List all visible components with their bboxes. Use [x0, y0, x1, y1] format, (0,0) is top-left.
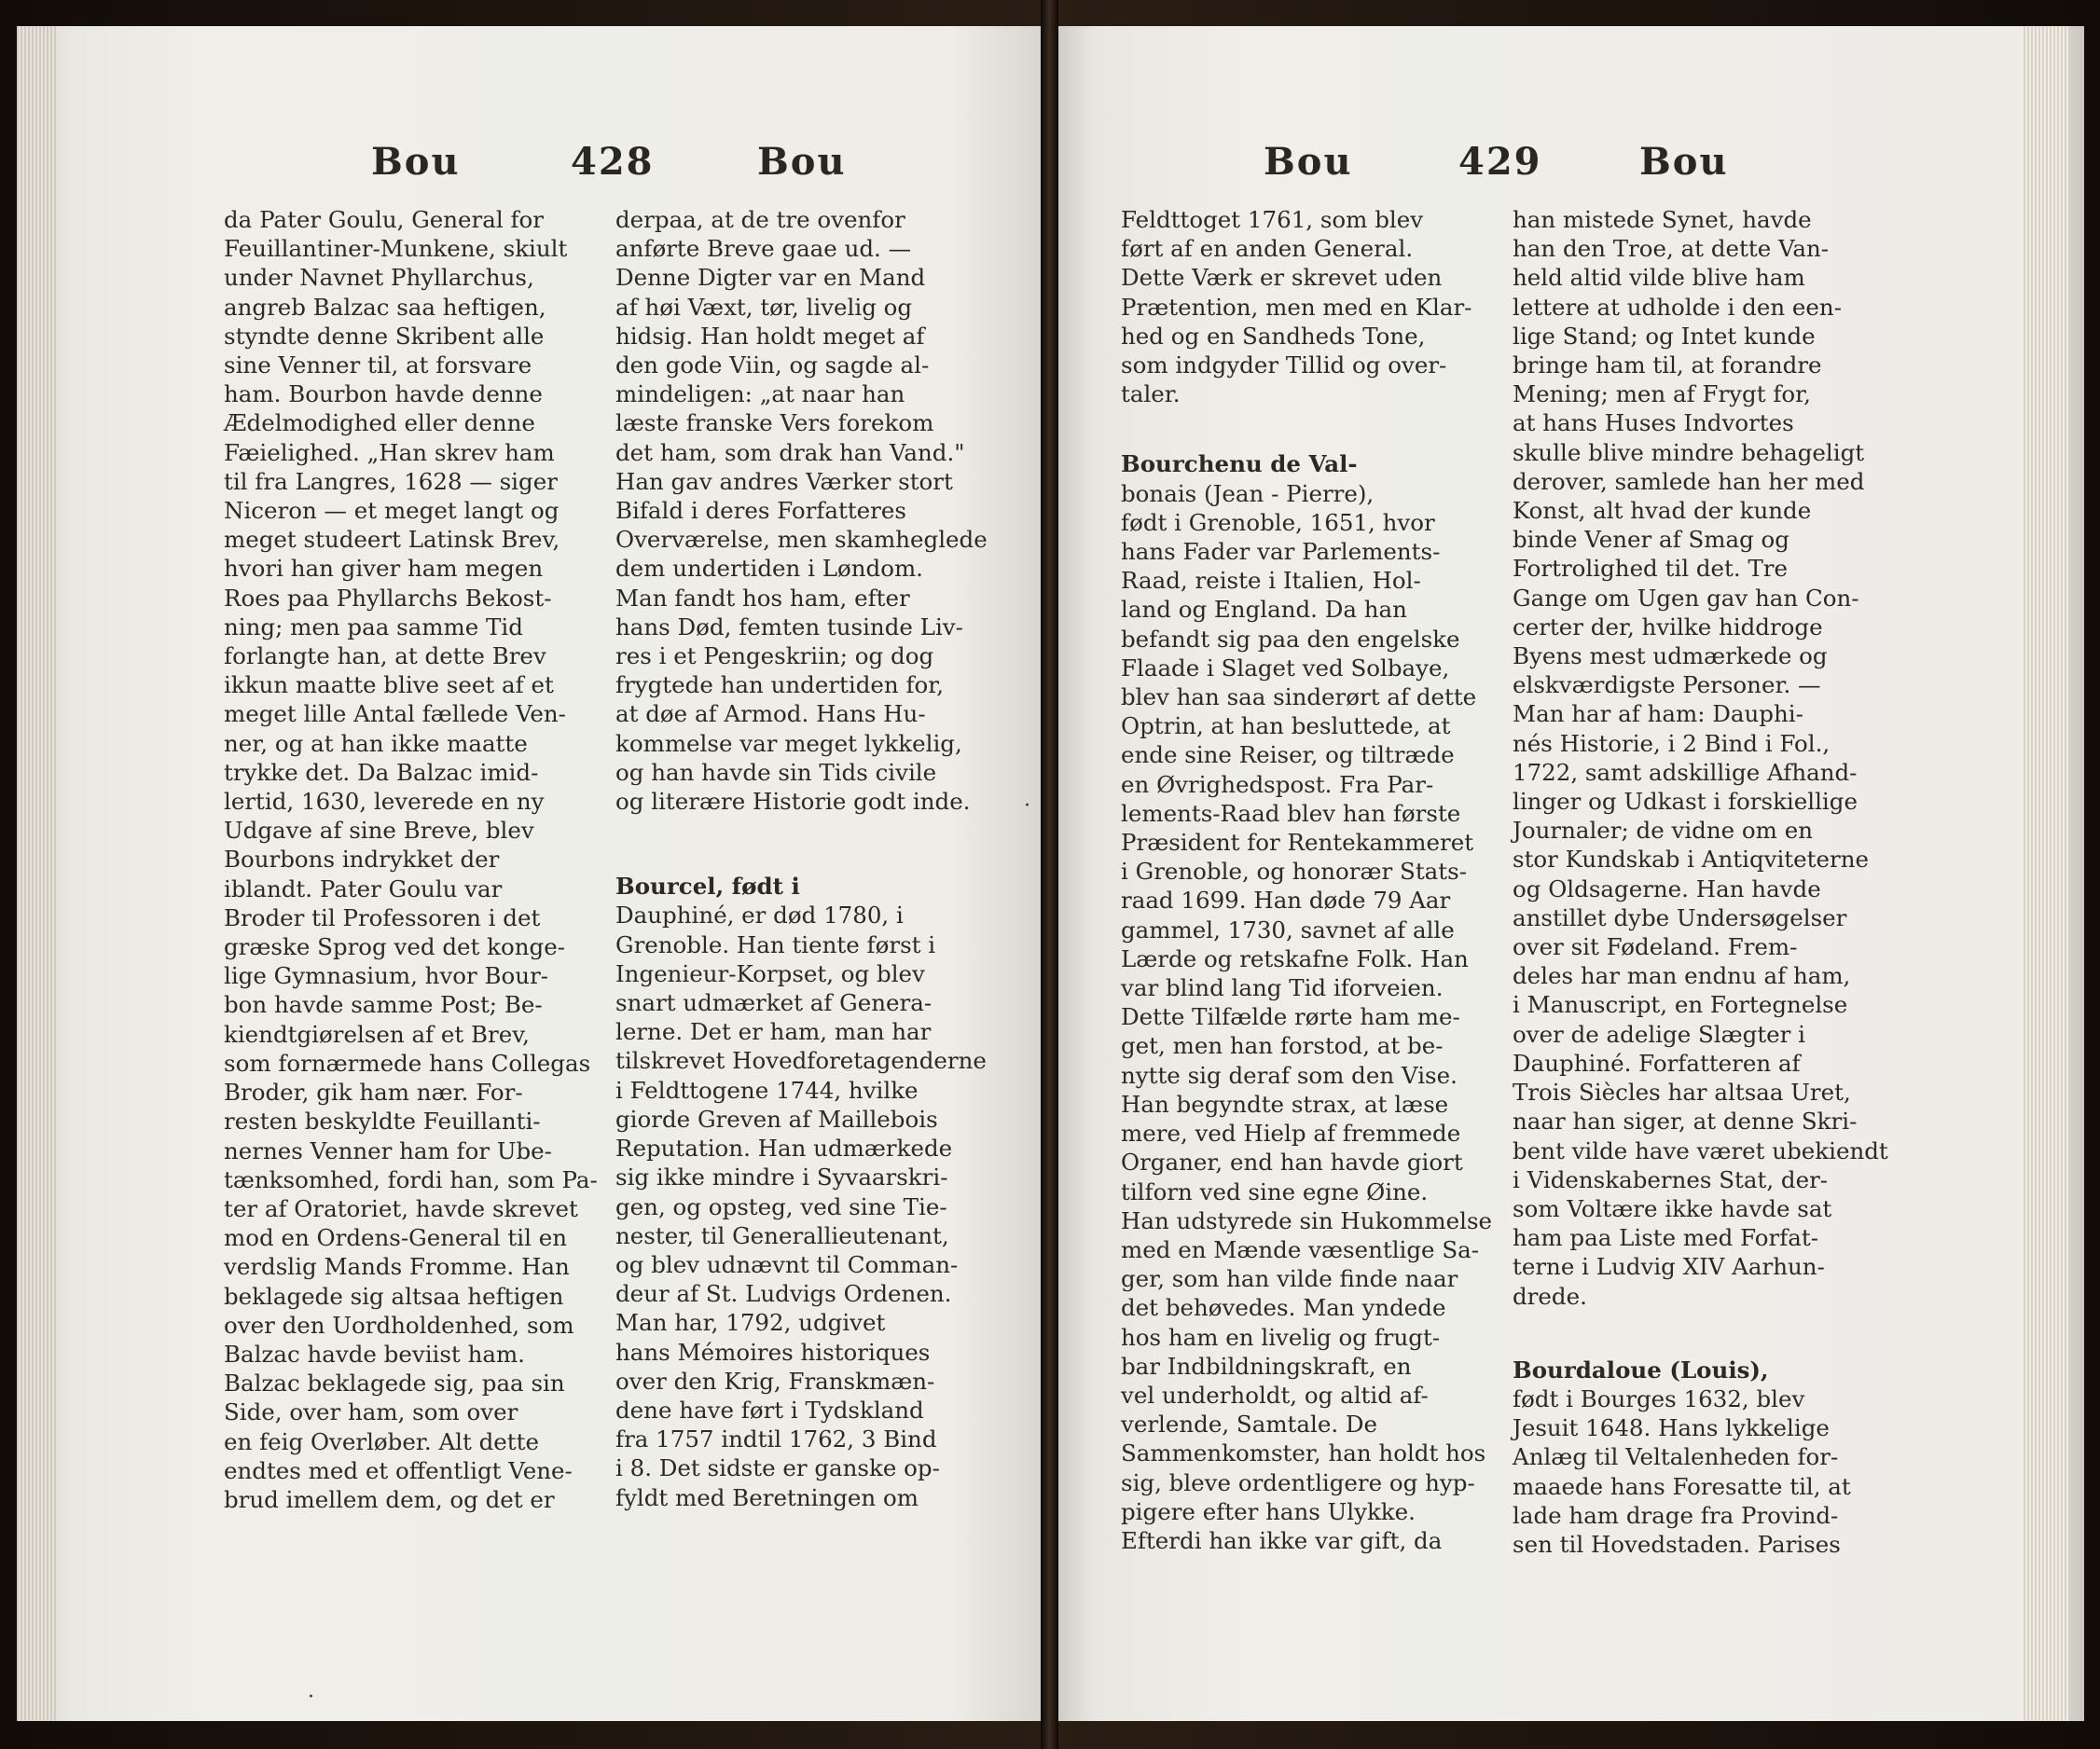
text-line: gammel, 1730, savnet af alle [1121, 916, 1455, 943]
text-line: som indgyder Tillid og over- [1121, 351, 1447, 379]
text-line: deur af St. Ludvigs Ordenen. [615, 1280, 952, 1308]
text-line: bon havde samme Post; Be- [224, 991, 543, 1019]
text-line: snart udmærket af Genera- [615, 989, 933, 1017]
text-line: 1722, samt adskillige Afhand- [1513, 758, 1858, 786]
text-line: anstillet dybe Undersøgelser [1513, 903, 1847, 931]
text-line: gen, og opsteg, ved sine Tie- [615, 1192, 947, 1220]
text-line: i Manuscript, en Fortegnelse [1513, 991, 1848, 1019]
text-line: kiendtgiørelsen af et Brev, [224, 1020, 530, 1048]
text-line: en feig Overløber. Alt dette [224, 1427, 539, 1455]
text-line: under Navnet Phyllarchus, [224, 264, 534, 292]
text-line: Mening; men af Frygt for, [1513, 380, 1811, 408]
text-line: deles har man endnu af ham, [1513, 962, 1851, 990]
text-line: Broder til Professoren i det [224, 903, 541, 931]
text-line: af høi Væxt, tør, livelig og [615, 293, 913, 321]
text-line: Organer, end han havde giort [1121, 1149, 1463, 1177]
text-line: sine Venner til, at forsvare [224, 351, 532, 379]
text-line: blev han saa sinderørt af dette [1121, 683, 1477, 711]
text-line: res i et Pengeskriin; og dog [615, 642, 934, 670]
text-line: fra 1757 indtil 1762, 3 Bind [615, 1425, 937, 1453]
right-column-2-text-a [1513, 205, 1888, 1311]
text-line: og literære Historie godt inde. [615, 788, 971, 816]
text-line: Anlæg til Veltalenheden for- [1513, 1443, 1839, 1471]
text-line: endtes med et offentligt Vene- [224, 1456, 573, 1484]
text-line: som fornærmede hans Collegas [224, 1049, 591, 1077]
right-header-left: Bou [1264, 140, 1353, 184]
text-line: derpaa, at de tre ovenfor [615, 206, 905, 233]
text-line: ter af Oratoriet, havde skrevet [224, 1194, 578, 1222]
text-line: styndte denne Skribent alle [224, 322, 545, 350]
text-line: Balzac havde beviist ham. [224, 1340, 525, 1368]
text-line: Man har af ham: Dauphi- [1513, 700, 1803, 728]
text-line: ger, som han vilde finde naar [1121, 1265, 1458, 1293]
text-line: verdslig Mands Fromme. Han [224, 1253, 570, 1281]
text-line: Optrin, at han besluttede, at [1121, 712, 1451, 740]
text-line: hans Fader var Parlements- [1121, 538, 1441, 566]
right-header-right: Bou [1639, 140, 1729, 184]
text-line: over den Krig, Franskmæn- [615, 1367, 935, 1395]
text-line: drede. [1513, 1282, 1587, 1310]
text-line: ende sine Reiser, og tiltræde [1121, 741, 1455, 769]
text-line: giorde Greven af Maillebois [615, 1105, 938, 1133]
text-line: hed og en Sandheds Tone, [1121, 322, 1426, 350]
text-line: tilskrevet Hovedforetagenderne [615, 1047, 987, 1075]
text-line: Dauphiné, er død 1780, i [615, 902, 904, 930]
text-line: læste franske Vers forekom [615, 409, 934, 437]
text-line: græske Sprog ved det konge- [224, 933, 565, 961]
text-line: han mistede Synet, havde [1513, 206, 1812, 233]
left-column-2 [615, 205, 988, 1512]
text-line: var blind lang Tid iforveien. [1121, 974, 1444, 1002]
text-line: da Pater Goulu, General for [224, 206, 545, 233]
text-line: Fortrolighed til det. Tre [1513, 555, 1788, 583]
left-header-left: Bou [371, 140, 461, 184]
text-line: nytte sig deraf som den Vise. [1121, 1061, 1458, 1089]
text-line: held altid vilde blive ham [1513, 264, 1805, 292]
text-line: Bourbons indrykket der [224, 846, 500, 874]
text-line: raad 1699. Han døde 79 Aar [1121, 887, 1451, 915]
right-column-2-text-b [1513, 1356, 1888, 1559]
text-line: mod en Ordens-General til en [224, 1224, 568, 1252]
text-line: med en Mænde væsentlige Sa- [1121, 1235, 1480, 1263]
text-line: Byens mest udmærkede og [1513, 642, 1828, 670]
gutter-mark: · [1024, 794, 1030, 818]
text-line: Han gav andres Værker stort [615, 467, 953, 495]
text-line: linger og Udkast i forskiellige [1513, 788, 1858, 816]
right-page-edges [2024, 26, 2068, 1721]
text-line: nés Historie, i 2 Bind i Fol., [1513, 729, 1831, 757]
text-line: til fra Langres, 1628 — siger [224, 467, 558, 495]
text-line: over sit Fødeland. Frem- [1513, 933, 1798, 961]
right-column-1-text-a [1121, 205, 1492, 408]
text-line: i Videnskabernes Stat, der- [1513, 1165, 1829, 1193]
left-column-2-text-a [615, 205, 988, 816]
text-line: brud imellem dem, og det er [224, 1485, 555, 1513]
text-line: Flaade i Slaget ved Solbaye, [1121, 654, 1450, 682]
text-line: lige Stand; og Intet kunde [1513, 322, 1816, 350]
text-line: derover, samlede han her med [1513, 467, 1865, 495]
text-line: Gange om Ugen gav han Con- [1513, 584, 1859, 612]
text-line: ner, og at han ikke maatte [224, 729, 528, 757]
text-line: mindeligen: „at naar han [615, 380, 905, 408]
text-line: Efterdi han ikke var gift, da [1121, 1526, 1443, 1554]
text-line: frygtede han undertiden for, [615, 671, 945, 699]
text-line: hans Mémoires historiques [615, 1338, 931, 1366]
text-line: Bourcel, født i [615, 873, 800, 901]
text-line: født i Grenoble, 1651, hvor [1121, 508, 1435, 536]
text-line: forlangte han, at dette Brev [224, 642, 546, 670]
text-line: certer der, hvilke hiddroge [1513, 613, 1823, 640]
text-line: pigere efter hans Ulykke. [1121, 1497, 1416, 1525]
text-line: Broder, gik ham nær. For- [224, 1079, 523, 1107]
text-line: Lærde og retskafne Folk. Han [1121, 944, 1469, 972]
text-line: beklagede sig altsaa heftigen [224, 1282, 564, 1310]
text-line: dem undertiden i Løndom. [615, 555, 923, 583]
book-gutter [1041, 0, 1058, 1749]
text-line: Side, over ham, som over [224, 1398, 518, 1426]
left-page-number: 428 [571, 140, 655, 184]
text-line: Balzac beklagede sig, paa sin [224, 1370, 565, 1398]
text-line: bonais (Jean - Pierre), [1121, 479, 1375, 507]
text-line: nester, til Generallieutenant, [615, 1221, 949, 1249]
text-line: nernes Venner ham for Ube- [224, 1136, 552, 1164]
text-line: taler. [1121, 380, 1181, 408]
right-column-1 [1121, 205, 1492, 1555]
text-line: det ham, som drak han Vand." [615, 438, 965, 466]
text-line: elskværdigste Personer. — [1513, 671, 1821, 699]
text-line: over den Uordholdenhed, som [224, 1311, 574, 1339]
text-line: lade ham drage fra Provind- [1513, 1501, 1839, 1529]
text-line: verlende, Samtale. De [1121, 1411, 1378, 1439]
page-speck: · [308, 1686, 314, 1709]
text-line: Dauphiné. Forfatteren af [1513, 1049, 1801, 1077]
left-page-edges [17, 26, 56, 1721]
text-line: Ædelmodighed eller denne [224, 409, 535, 437]
text-line: meget lille Antal fællede Ven- [224, 700, 566, 728]
text-line: lements-Raad blev han første [1121, 799, 1461, 827]
text-line: en Øvrighedspost. Fra Par- [1121, 770, 1434, 798]
text-line: som Voltære ikke havde sat [1513, 1194, 1832, 1222]
text-line: hos ham en livelig og frugt- [1121, 1323, 1441, 1351]
text-line: Dette Tilfælde rørte ham me- [1121, 1003, 1460, 1031]
text-line: sen til Hovedstaden. Parises [1513, 1530, 1841, 1558]
right-column-2 [1513, 205, 1888, 1559]
text-line: Præsident for Rentekammeret [1121, 829, 1474, 857]
text-line: lettere at udholde i den een- [1513, 293, 1842, 321]
text-line: Dette Værk er skrevet uden [1121, 264, 1443, 292]
text-line: bringe ham til, at forandre [1513, 351, 1822, 379]
text-line: resten beskyldte Feuillanti- [224, 1108, 541, 1136]
text-line: Feuillantiner-Munkene, skiult [224, 235, 568, 263]
text-line: ham. Bourbon havde denne [224, 380, 543, 408]
text-line: mere, ved Hielp af fremmede [1121, 1120, 1461, 1148]
text-line: ikkun maatte blive seet af et [224, 671, 554, 699]
text-line: tilforn ved sine egne Øine. [1121, 1177, 1429, 1205]
text-line: Grenoble. Han tiente først i [615, 930, 936, 958]
text-line: Journaler; de vidne om en [1513, 817, 1813, 845]
text-line: Bourchenu de Val- [1121, 450, 1358, 478]
text-line: ham paa Liste med Forfat- [1513, 1224, 1819, 1252]
text-line: Konst, alt hvad der kunde [1513, 497, 1812, 525]
text-line: i Grenoble, og honorær Stats- [1121, 858, 1467, 886]
text-line: naar han siger, at denne Skri- [1513, 1108, 1858, 1136]
text-line: han den Troe, at dette Van- [1513, 235, 1830, 263]
left-column-2-text-b [615, 872, 988, 1511]
text-line: og Oldsagerne. Han havde [1513, 874, 1821, 902]
text-line: hidsig. Han holdt meget af [615, 322, 925, 350]
text-line: lerne. Det er ham, man har [615, 1018, 932, 1046]
text-line: i Feldttogene 1744, hvilke [615, 1076, 919, 1104]
text-line: at døe af Armod. Hans Hu- [615, 700, 926, 728]
text-line: Prætention, men med en Klar- [1121, 293, 1472, 321]
text-line: Udgave af sine Breve, blev [224, 817, 534, 845]
text-line: i 8. Det sidste er ganske op- [615, 1454, 940, 1482]
text-line: sig, bleve ordentligere og hyp- [1121, 1468, 1475, 1496]
text-line: anførte Breve gaae ud. — [615, 235, 912, 263]
text-line: tænksomhed, fordi han, som Pa- [224, 1165, 598, 1193]
text-line: land og England. Da han [1121, 596, 1407, 624]
text-line: get, men han forstod, at be- [1121, 1032, 1444, 1060]
text-line: kommelse var meget lykkelig, [615, 729, 962, 757]
left-column-1 [224, 205, 598, 1514]
text-line: Ingenieur-Korpset, og blev [615, 959, 925, 987]
text-line: Raad, reiste i Italien, Hol- [1121, 567, 1421, 595]
text-line: maaede hans Foresatte til, at [1513, 1472, 1851, 1500]
right-column-1-text-b [1121, 449, 1492, 1555]
text-line: binde Vener af Smag og [1513, 526, 1789, 554]
left-header-right: Bou [757, 140, 847, 184]
text-line: befandt sig paa den engelske [1121, 625, 1460, 653]
text-line: Overværelse, men skamheglede [615, 526, 988, 554]
text-line: dene have ført i Tydskland [615, 1396, 924, 1424]
text-line: Man har, 1792, udgivet [615, 1309, 886, 1337]
text-line: bar Indbildningskraft, en [1121, 1352, 1412, 1380]
text-line: angreb Balzac saa heftigen, [224, 293, 546, 321]
text-line: trykke det. Da Balzac imid- [224, 758, 539, 786]
text-line: Bourdaloue (Louis), [1513, 1356, 1769, 1384]
text-line: Bifald i deres Forfatteres [615, 497, 906, 525]
text-line: Man fandt hos ham, efter [615, 584, 910, 612]
text-line: og blev udnævnt til Comman- [615, 1250, 959, 1278]
text-line: vel underholdt, og altid af- [1121, 1381, 1429, 1409]
text-line: at hans Huses Indvortes [1513, 409, 1794, 437]
text-line: den gode Viin, og sagde al- [615, 351, 930, 379]
text-line: lertid, 1630, leverede en ny [224, 788, 545, 816]
text-line: over de adelige Slægter i [1513, 1020, 1806, 1048]
text-line: meget studeert Latinsk Brev, [224, 526, 560, 554]
text-line: hvori han giver ham megen [224, 555, 544, 583]
text-line: skulle blive mindre behageligt [1513, 438, 1865, 466]
text-line: Han begyndte strax, at læse [1121, 1090, 1449, 1118]
text-line: fyldt med Beretningen om [615, 1483, 919, 1511]
text-line: Jesuit 1648. Hans lykkelige [1513, 1414, 1830, 1442]
text-line: Niceron — et meget langt og [224, 497, 560, 525]
right-page-number: 429 [1458, 140, 1542, 184]
text-line: Denne Digter var en Mand [615, 264, 926, 292]
text-line: og han havde sin Tids civile [615, 758, 937, 786]
text-line: det behøvedes. Man yndede [1121, 1294, 1446, 1322]
text-line: Roes paa Phyllarchs Bekost- [224, 584, 552, 612]
text-line: Trois Siècles har altsaa Uret, [1513, 1079, 1851, 1107]
text-line: stor Kundskab i Antiqviteterne [1513, 846, 1869, 874]
text-line: terne i Ludvig XIV Aarhun- [1513, 1253, 1825, 1281]
text-line: iblandt. Pater Goulu var [224, 874, 503, 902]
text-line: født i Bourges 1632, blev [1513, 1384, 1805, 1412]
text-line: Reputation. Han udmærkede [615, 1135, 953, 1163]
text-line: Han udstyrede sin Hukommelse [1121, 1206, 1493, 1234]
text-line: hans Død, femten tusinde Liv- [615, 613, 963, 640]
text-line: sig ikke mindre i Syvaarskri- [615, 1164, 948, 1191]
text-line: Feldttoget 1761, som blev [1121, 206, 1424, 233]
text-line: Fæielighed. „Han skrev ham [224, 438, 555, 466]
text-line: lige Gymnasium, hvor Bour- [224, 962, 549, 990]
text-line: ning; men paa samme Tid [224, 613, 523, 640]
text-line: bent vilde have været ubekiendt [1513, 1136, 1888, 1164]
text-line: Sammenkomster, han holdt hos [1121, 1439, 1486, 1467]
text-line: ført af en anden General. [1121, 235, 1414, 263]
